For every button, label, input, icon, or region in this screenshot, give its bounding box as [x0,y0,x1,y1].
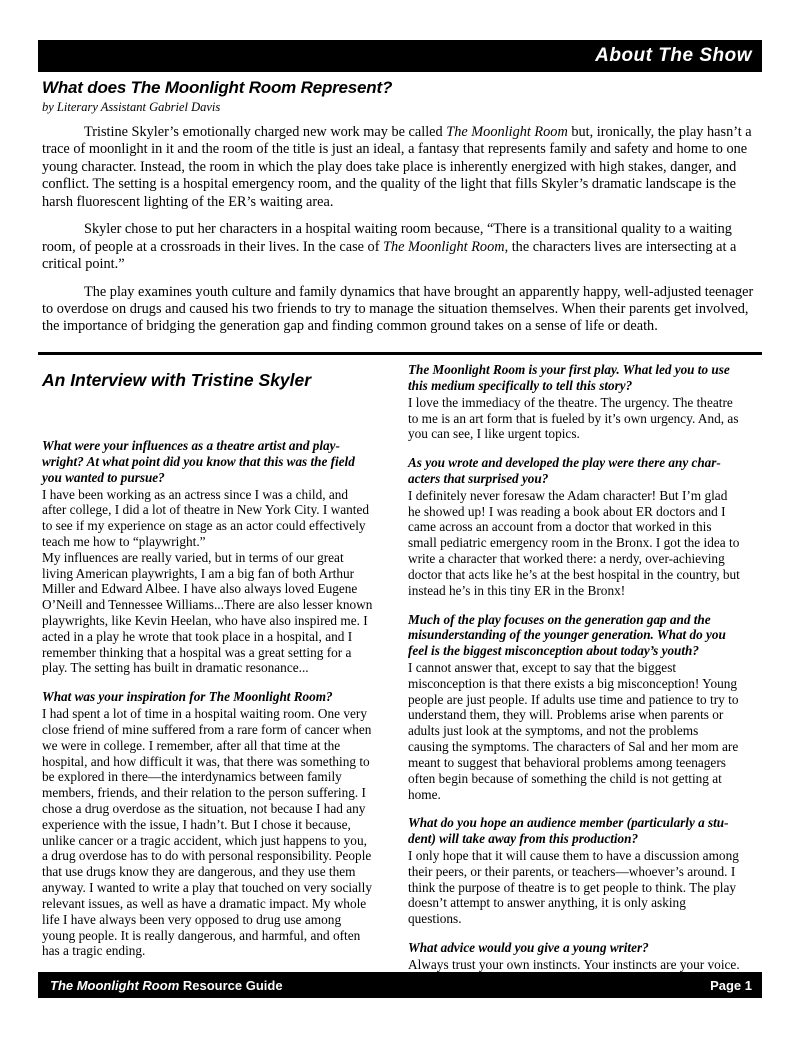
interview-question: As you wrote and developed the play were there any char-acters that surprised you? [408,455,721,486]
interview-answer: I definitely never foresaw the Adam character! But I’m glad he showed up! I was reading a book about ER doctors and I came across an account from a doctor that worked in this small pediatric emergency room in the Bronx. I got the idea to write a character that worked there: a nerdy, over-achieving doctor that acts like he’s at the best hospital in the country, but instead he’s in this tiny ER in the Bronx! [408,487,740,598]
interview-question: What do you hope an audience member (particularly a stu-dent) will take away from this production? [408,815,729,847]
article-paragraph: The play examines youth culture and family dynamics that have brought an apparently happy, well-adjusted teenager to overdose on drugs and caused his two friends to try to manage the situation themselves. When their parents get involved, the importance of bridging the generation gap and finding common ground takes on a sense of life or death. [42,283,754,335]
section-divider [38,352,762,355]
page-title: About The Show [595,45,752,66]
interview-answer: Always trust your own instincts. Your instincts are your voice. [408,956,740,972]
interview-column-left [42,438,374,959]
top-article [42,78,758,346]
page-footer-bar [38,972,762,998]
interview-heading: An Interview with Tristine Skyler [42,370,312,390]
article-body [42,124,758,336]
interview-question: What advice would you give a young writer? [408,940,649,956]
article-paragraph: Tristine Skyler’s emotionally charged new work may be called The Moonlight Room but, ironically, the play hasn’t a trace of moonlight in it and the room of the title is just an ideal, a fantasy that represents family and safety and home to one young character. Instead, the room in which the play does take place is inherently energized with high stakes, danger, and conflict. The setting is a hospital emergency room, and the quality of the light that fills Skyler’s dramatic landscape is the harsh fluorescent lighting of the ER’s waiting area. [42,124,752,210]
interview-column-right [408,362,740,973]
interview-answer: I only hope that it will cause them to have a discussion among their peers, or their parents, or teachers—whoever’s around. I think the purpose of theatre is to get people to think. The play doesn’t attempt to answer anything, it is only asking questions. [408,848,739,927]
interview-question: What were your influences as a theatre artist and play-wright? At what point did you know that this was the field you wanted to pursue? [42,438,355,485]
interview-answer: I have been working as an actress since I was a child, and after college, I did a lot of theatre in New York City. I wanted to see if my experience on stage as an actor could effectively teach me how to “playwright.” My influences are really varied, but in terms of our great living American playwrights, I am a big fan of both Arthur Miller and Edward Albee. I have also always loved Eugene O’Neill and Tennessee Williams...There are also lesser known playwrights, like Kevin Heelan, who have also inspired me. I acted in a play he wrote that took place in a hospital, and I remember thinking that a hospital was a great setting for a play. The setting has built in dramatic resonance... [42,486,373,676]
interview-answer: I love the immediacy of the theatre. The urgency. The theatre to me is an art form that is fueled by it’s own urgency. And, as you can see, I like urgent topics. [408,394,739,442]
footer-subtitle: Resource Guide [182,977,283,993]
article-paragraph: Skyler chose to put her characters in a hospital waiting room because, “There is a transitional quality to a waiting room, of people at a crossroads in their lives. In the case of The Moonlight Room, the characters lives are intersecting at a critical point.” [42,221,737,273]
article-byline: by Literary Assistant Gabriel Davis [42,100,221,114]
interview-question: Much of the play focuses on the generation gap and the misunderstanding of the younger generation. What do you feel is the biggest misconception about today’s youth? [408,611,726,659]
interview-question: The Moonlight Room is your first play. What led you to use this medium specifically to tell this story? [408,362,730,393]
page-header-bar [38,40,762,72]
footer-title: The Moonlight Room [50,977,180,993]
footer-publication [50,978,283,993]
article-title: What does The Moonlight Room Represent? [42,78,393,97]
interview-answer: I had spent a lot of time in a hospital waiting room. One very close friend of mine suffered from a rare form of cancer when we were in college. I remember, after all that time at the hospital, and how difficult it was, that there was something to be explored in there—the interdynamics between family members, friends, and their relation to the person suffering. I chose a drug overdose as the situation, not because I had any experience with the issue, I hadn’t. But I chose it because, unlike cancer or a tragic accident, which just happens to you, a drug overdose has to do with personal responsibility. People that use drugs know they are dangerous, and they use them anyway. I wanted to write a play that touched on very socially relevant issues, as well as have a dramatic impact. My whole life I have always been very opposed to drug use among young people. It is really dangerous, and harmful, and often has a tragic ending. [42,706,372,959]
footer-page-number: Page 1 [710,977,752,993]
interview-question: What was your inspiration for The Moonlight Room? [42,689,333,705]
interview-answer: I cannot answer that, except to say that the biggest misconception is that there exists a big misconception! Young people are just people. If adults use time and patience to try to understand them, they will. Problems arise when parents or adults just look at the symptoms, and not the problems causing the symptoms. The characters of Sal and her mom are meant to suggest that behavioral problems among teenagers often begin because of something the child is not getting at home. [408,660,739,802]
